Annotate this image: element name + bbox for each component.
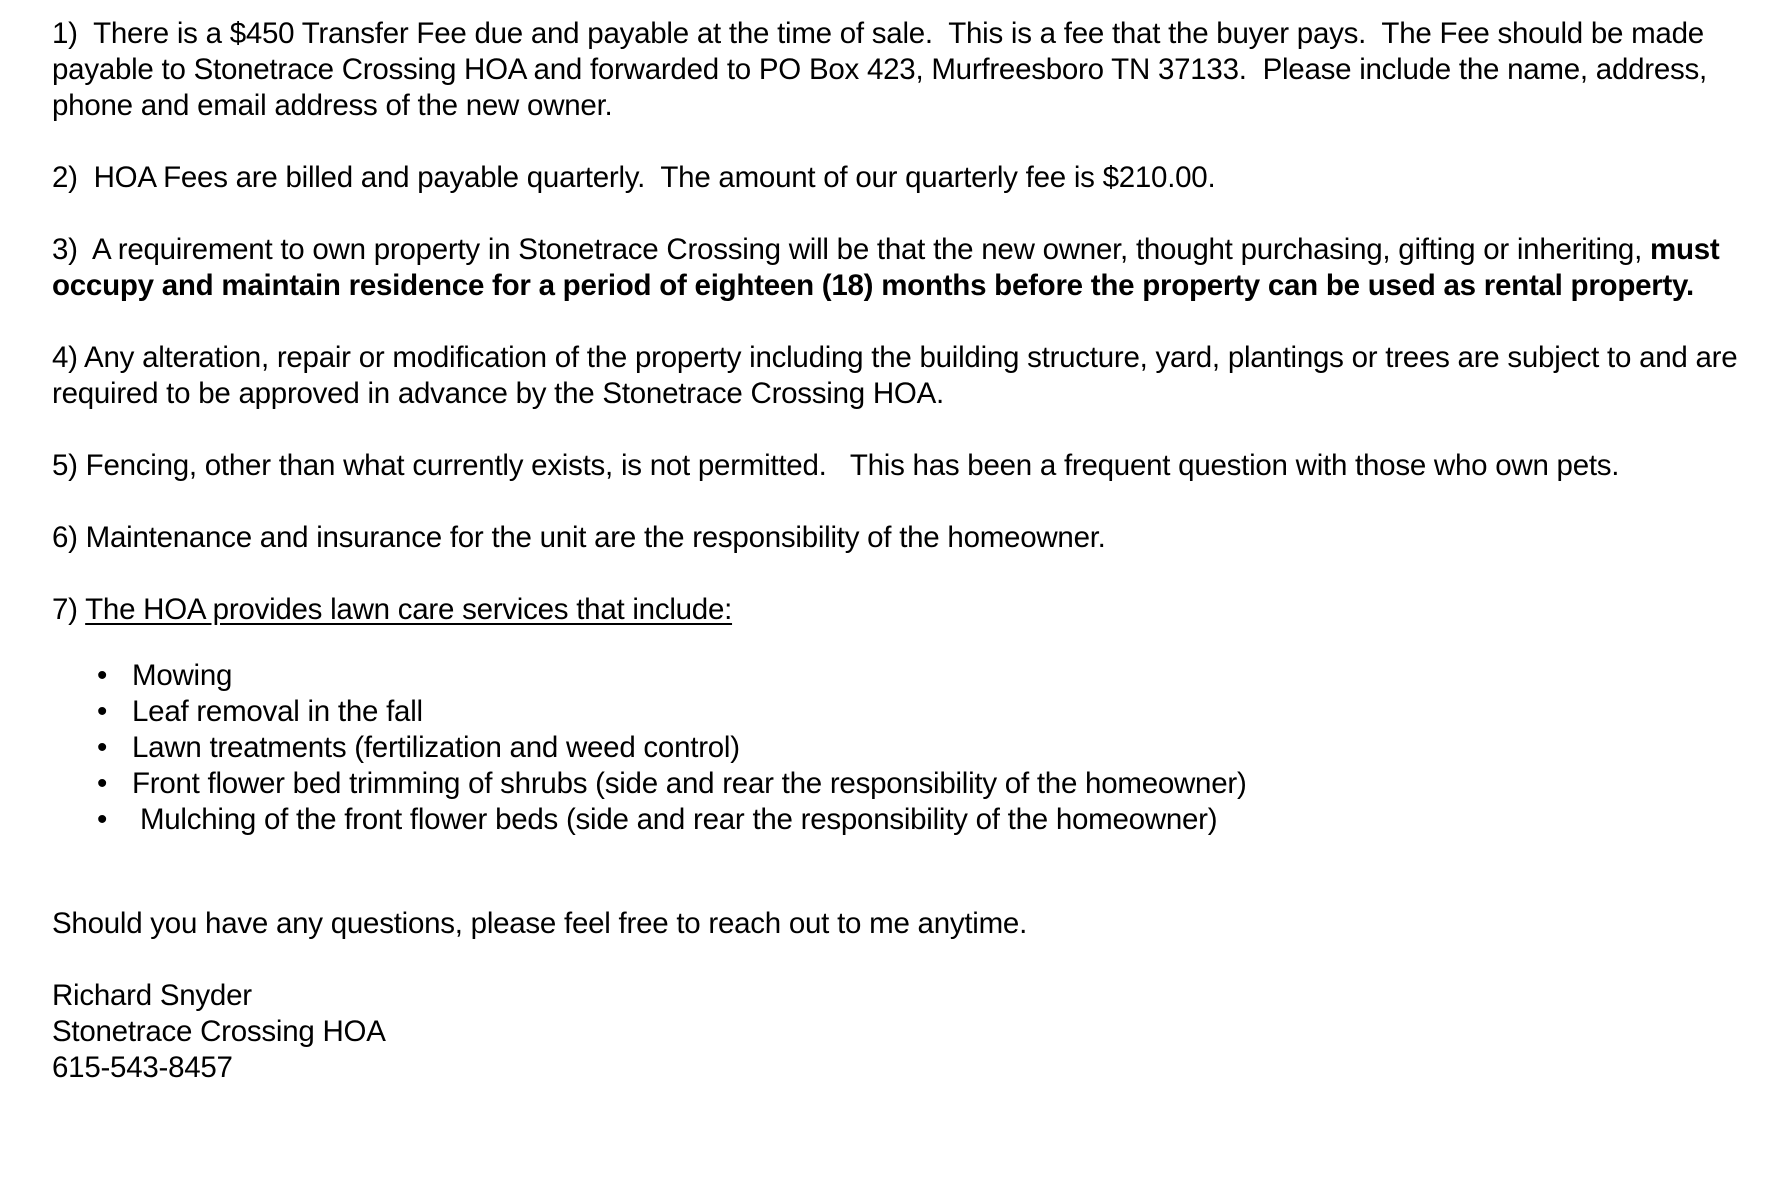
signature-organization: Stonetrace Crossing HOA: [52, 1015, 386, 1048]
list-item: [52, 766, 1752, 802]
item-1-transfer-fee: [52, 16, 1752, 124]
item-text: Fencing, other than what currently exists, is not permitted. This has been a frequent question with those who own pets.: [77, 449, 1620, 482]
bullet-icon: •: [97, 803, 108, 836]
item-7-lawn-care-heading: [52, 592, 1752, 628]
list-item-text: Lawn treatments (fertilization and weed control): [132, 731, 740, 764]
item-4-alterations: [52, 340, 1752, 412]
list-item-text: Front flower bed trimming of shrubs (side and rear the responsibility of the homeowner): [132, 767, 1247, 800]
item-emphasis-text: must occupy and maintain residence for a period of eighteen (18) months before the property can be used as rental property.: [52, 233, 1728, 302]
item-2-quarterly-fees: [52, 160, 1752, 196]
item-number: 7): [52, 593, 78, 626]
signature-block: [52, 978, 1752, 1086]
lawn-services-list: [52, 658, 1752, 838]
item-number: 3): [52, 233, 78, 266]
signature-phone: 615-543-8457: [52, 1051, 233, 1084]
bullet-icon: •: [97, 695, 108, 728]
hoa-letter-document: [52, 16, 1752, 1086]
list-item-text: Mulching of the front flower beds (side and rear the responsibility of the homeowner): [132, 803, 1218, 836]
item-text: A requirement to own property in Stonetrace Crossing will be that the new owner, thought purchasing, gifting or inheriting,: [77, 233, 1650, 266]
item-5-fencing: [52, 448, 1752, 484]
list-item: [52, 730, 1752, 766]
signature-name: Richard Snyder: [52, 979, 252, 1012]
item-number: 1): [52, 17, 78, 50]
item-text: There is a $450 Transfer Fee due and payable at the time of sale. This is a fee that the buyer pays. The Fee should be made payable to Stonetrace Crossing HOA and forwarded to PO Box 423, Murfreesboro TN 37133. Please include the name, address, phone and email address of the new owner.: [52, 17, 1715, 122]
item-underlined-text: The HOA provides lawn care services that include:: [85, 593, 733, 626]
item-number: 5): [52, 449, 78, 482]
item-text: Any alteration, repair or modification of the property including the building structure, yard, plantings or trees are subject to and are required to be approved in advance by the Stonetrace Crossing HOA.: [52, 341, 1746, 410]
item-3-occupancy-requirement: [52, 232, 1752, 304]
item-6-maintenance-insurance: [52, 520, 1752, 556]
item-number: 6): [52, 521, 78, 554]
item-text: HOA Fees are billed and payable quarterly. The amount of our quarterly fee is $210.00.: [77, 161, 1216, 194]
list-item-text: Leaf removal in the fall: [132, 695, 423, 728]
closing-line: Should you have any questions, please feel free to reach out to me anytime.: [52, 907, 1028, 940]
item-number: 4): [52, 341, 78, 374]
bullet-icon: •: [97, 767, 108, 800]
list-item: [52, 802, 1752, 838]
list-item: [52, 694, 1752, 730]
bullet-icon: •: [97, 731, 108, 764]
bullet-icon: •: [97, 659, 108, 692]
item-number: 2): [52, 161, 78, 194]
list-item: [52, 658, 1752, 694]
list-item-text: Mowing: [132, 659, 233, 692]
item-text: Maintenance and insurance for the unit are the responsibility of the homeowner.: [77, 521, 1106, 554]
